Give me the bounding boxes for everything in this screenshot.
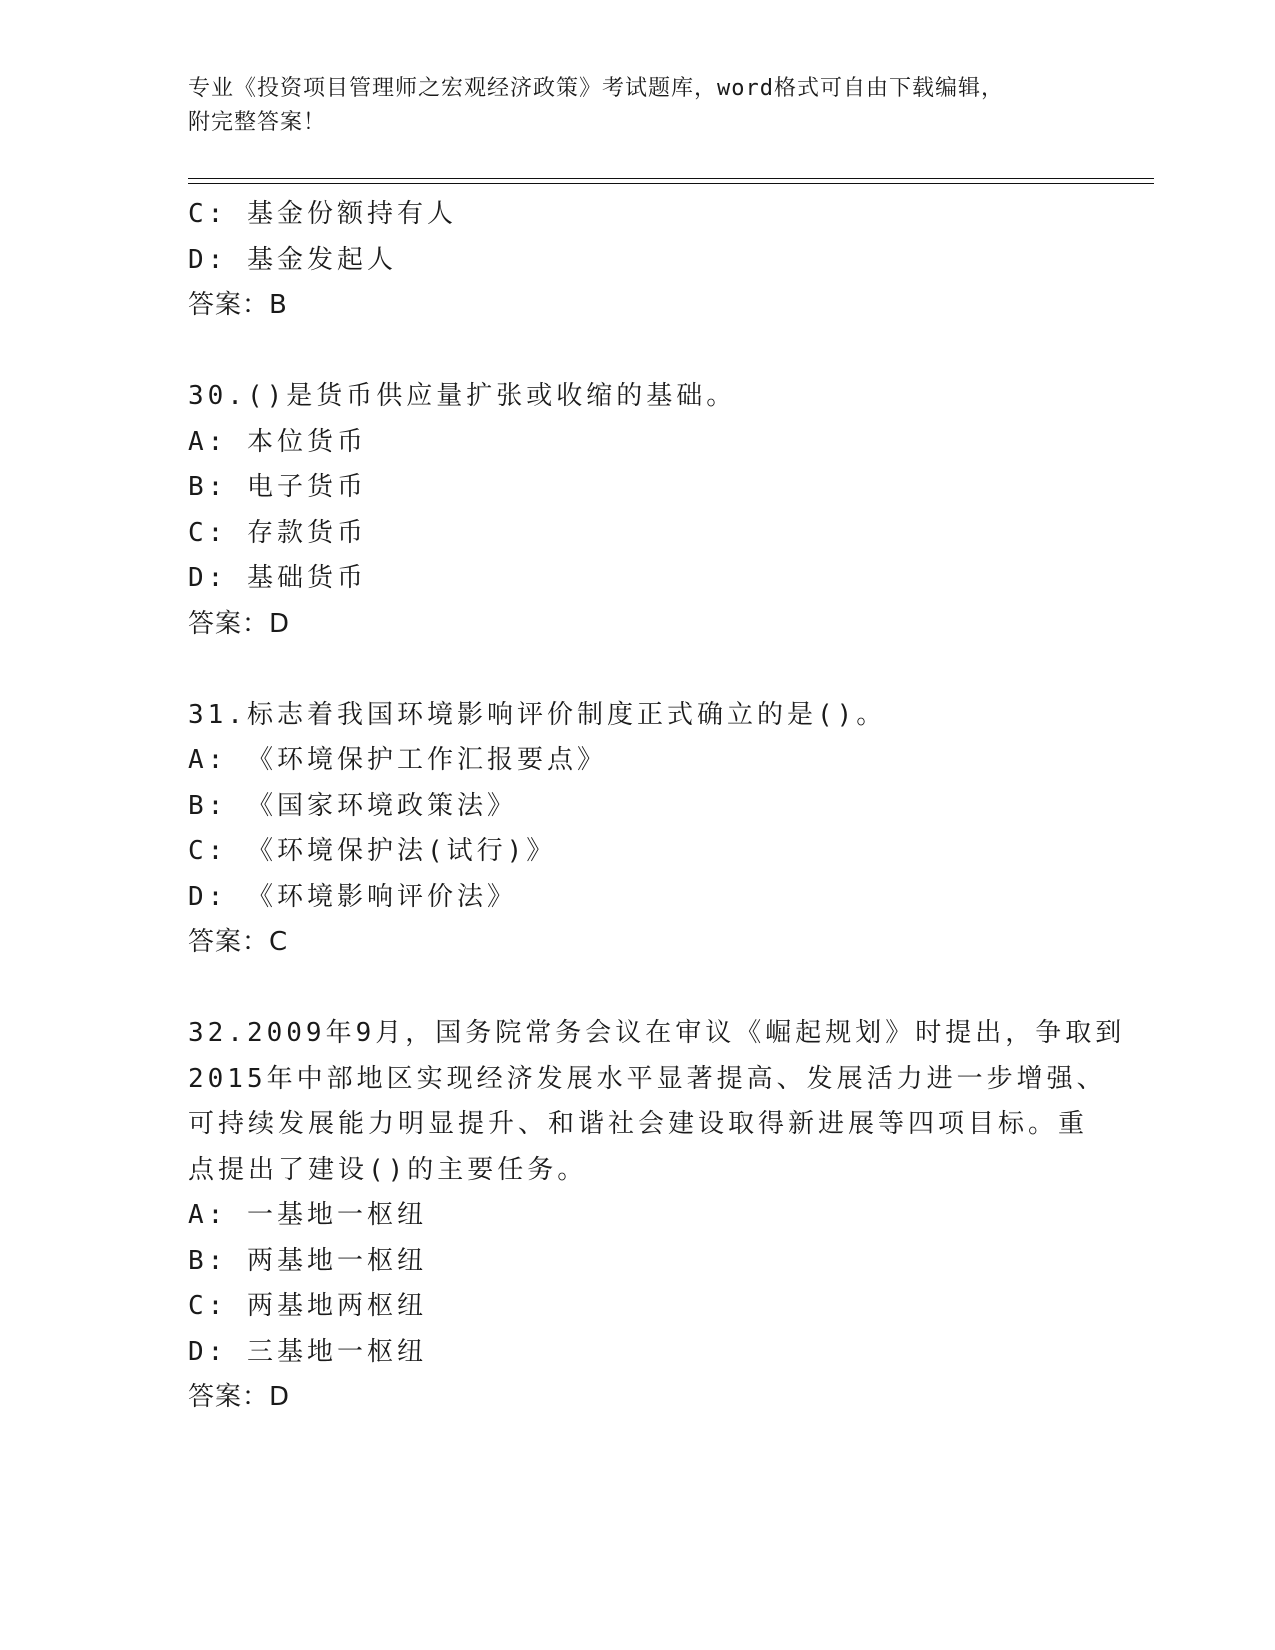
document-header [188,72,1088,140]
option-d: D: 三基地一枢纽 [188,1336,427,1367]
question-list [188,192,1126,1421]
option-c: C: 基金份额持有人 [188,199,457,229]
spacer [188,329,1088,375]
option-a: A: 《环境保护工作汇报要点》 [188,745,607,775]
option-b: B: 电子货币 [188,472,367,502]
option-c: C: 存款货币 [188,517,367,548]
spacer [188,647,1088,693]
question-block-31 [188,693,1088,966]
answer-line: 答案：D [188,608,291,639]
question-stem-line-2: 2015年中部地区实现经济发展水平显著提高、发展活力进一步增强、 [188,1063,1107,1094]
header-divider-bottom [188,183,1154,184]
option-d: D: 《环境影响评价法》 [188,881,517,912]
question-stem: 31.标志着我国环境影响评价制度正式确立的是()。 [188,699,887,730]
option-d: D: 基金发起人 [188,244,397,275]
header-line-2: 附完整答案！ [188,110,327,135]
option-c: C: 两基地两枢纽 [188,1291,427,1321]
question-block-30 [188,374,1088,647]
header-divider-top [188,178,1154,179]
question-block-prev [188,192,1088,329]
question-stem-line-3: 可持续发展能力明显提升、和谐社会建设取得新进展等四项目标。重 [188,1109,1089,1139]
question-stem: 30.()是货币供应量扩张或收缩的基础。 [188,381,737,411]
header-line-1: 专业《投资项目管理师之宏观经济政策》考试题库，word格式可自由下载编辑， [188,76,1004,101]
question-stem-line-1: 32.2009年9月，国务院常务会议在审议《崛起规划》时提出，争取到 [188,1018,1126,1048]
answer-line: 答案：B [188,290,288,320]
question-stem-line-4: 点提出了建设()的主要任务。 [188,1154,588,1185]
option-a: A: 一基地一枢纽 [188,1200,427,1230]
option-b: B: 两基地一枢纽 [188,1245,427,1276]
option-b: B: 《国家环境政策法》 [188,790,517,821]
answer-line: 答案：D [188,1382,291,1412]
answer-line: 答案：C [188,927,289,957]
option-c: C: 《环境保护法(试行)》 [188,836,557,866]
spacer [188,966,1088,1012]
option-a: A: 本位货币 [188,426,367,457]
question-block-32 [188,1011,1126,1421]
option-d: D: 基础货币 [188,563,367,593]
